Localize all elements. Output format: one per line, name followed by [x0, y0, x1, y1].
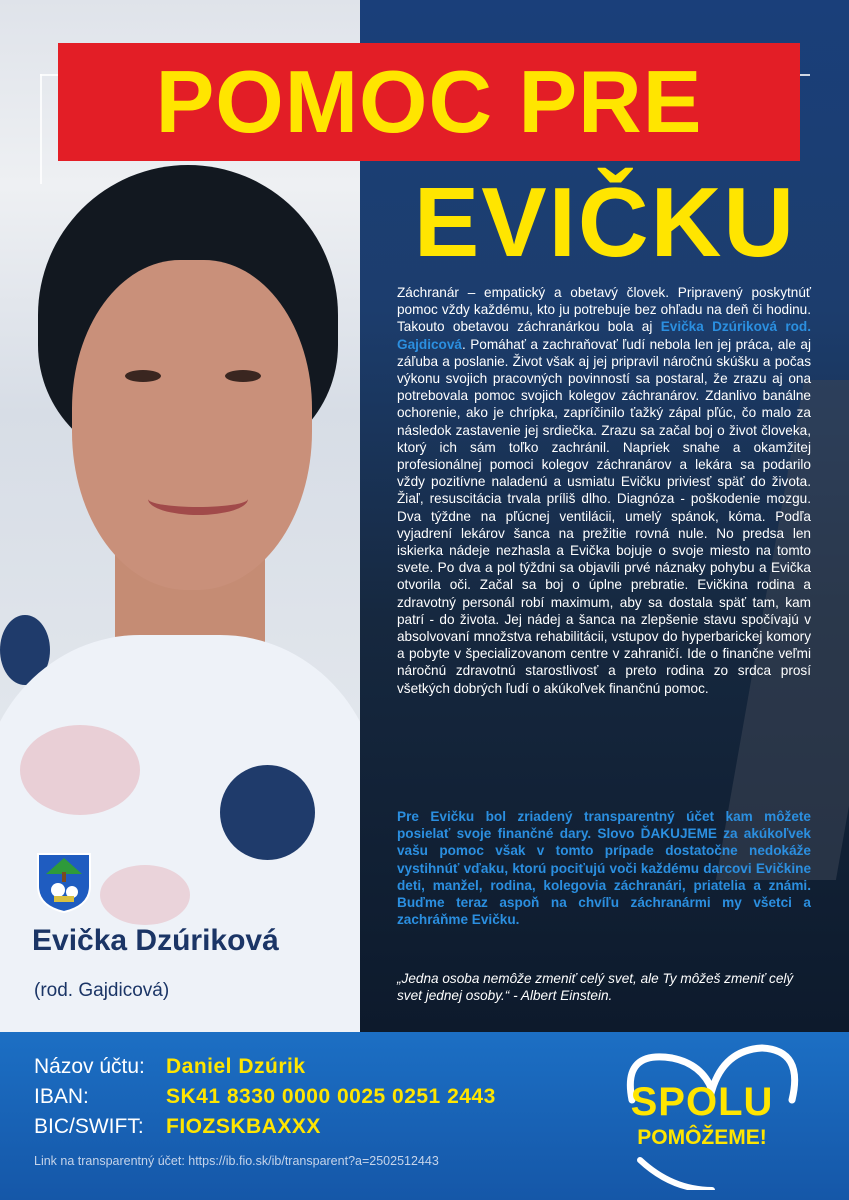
iban-value: SK41 8330 0000 0025 0251 2443 — [166, 1085, 496, 1108]
account-name-label: Názov účtu: — [34, 1055, 145, 1078]
account-name-value: Daniel Dzúrik — [166, 1055, 306, 1078]
coat-of-arms-icon — [36, 852, 92, 914]
quote: „Jedna osoba nemôže zmeniť celý svet, ale Ty môžeš zmeniť celý svet jednej osoby.“ - Albert Einstein. — [397, 971, 794, 1004]
story-appeal: Pre Evičku bol zriadený transparentný účet kam môžete posielať svoje finančné dary. Slovo ĎAKUJEME za akúkoľvek vašu pomoc však v tomto prípade dostatočne nedokáže vystihnúť vďaku, ktorú pociťujú voči každému darcovi Evičkine deti, manžel, rodina, kolegovia záchranári, priatelia a známi. Buďme teraz aspoň na chvíľu záchranármi my všetci a zachráňme Evičku. — [397, 809, 811, 928]
page-title: POMOC PRE — [155, 52, 703, 151]
story-highlight-name: Evička Dzúriková rod. Gajdicová — [397, 319, 812, 352]
frame-line-vertical — [40, 74, 42, 184]
page-title-name: EVIČKU — [413, 167, 797, 277]
bic-label: BIC/SWIFT: — [34, 1115, 144, 1138]
story-text: Záchranár – empatický a obetavý človek. Pripravený poskytnúť pomoc vždy každému, kto ju potrebuje bez ohľadu na deň či hodinu. Takouto obetavou záchranárkou bola aj Evička Dzúriková rod. Gajdicová. Pomáhať a zachraňovať ľudí nebola len jej práca, ale aj záľuba a poslanie. Život však aj jej pripravil náročnú skúšku a počas výkonu svojich pracovných povinností sa postaral, že zrazu aj ona potrebovala pomoc svojich kolegov záchranárov. Zdanlivo banálne ochorenie, ako je chrípka, zapríčinilo ťažký zápal pľúc, čo malo za následok zastavenie jej srdiečka. Zrazu sa začal boj o život človeka, ktorý ich sám toľko zachránil. Napriek snahe a okamžitej profesionálnej pomoci kolegov záchranárov a lekára sa podarilo vždy pozitívne naladenú a usmiatu Evičku priviesť späť do života. Žiaľ, resuscitácia trvala príliš dlho. Diagnóza - poškodenie mozgu. Dva týždne na pľúcnej ventilácii, umelý spánok, kóma. Podľa vyjadrení lekárov šanca na prežitie rovná nule. No predsa len iskierka nádeje nezhasla a Evička bojuje o svoje miesto na tomto svete. Po dva a pol týždni sa objavili prvé náznaky pohybu a Evička otvorila oči. Začal sa boj o úplne prebratie. Evičkina rodina a zdravotný personál robí maximum, aby sa dostala späť tam, kam patrí - do života. Jej nádej a šanca na zlepšenie stavu spočívajú v absolvovaní množstva rehabilitácii, vstupov do hyperbarickej komory a pobyte v špecializovanom centre v zahraničí. Ide o finančne veľmi náročnú zdravotnú starostlivosť a preto rodina zo srdca prosí všetkých dobrých ľudí o akúkoľvek finančnú pomoc. — [397, 285, 812, 696]
logo-pomozeme: POMÔŽEME! — [637, 1126, 767, 1149]
transparent-account-link[interactable]: Link na transparentný účet: https://ib.fio.sk/ib/transparent?a=2502512443 — [34, 1154, 439, 1168]
person-maiden-name: (rod. Gajdicová) — [34, 980, 170, 1001]
logo-spolu: SPOLU — [630, 1080, 774, 1124]
person-name: Evička Dzúriková — [32, 924, 279, 957]
bic-value: FIOZSKBAXXX — [166, 1115, 321, 1138]
iban-label: IBAN: — [34, 1085, 89, 1108]
